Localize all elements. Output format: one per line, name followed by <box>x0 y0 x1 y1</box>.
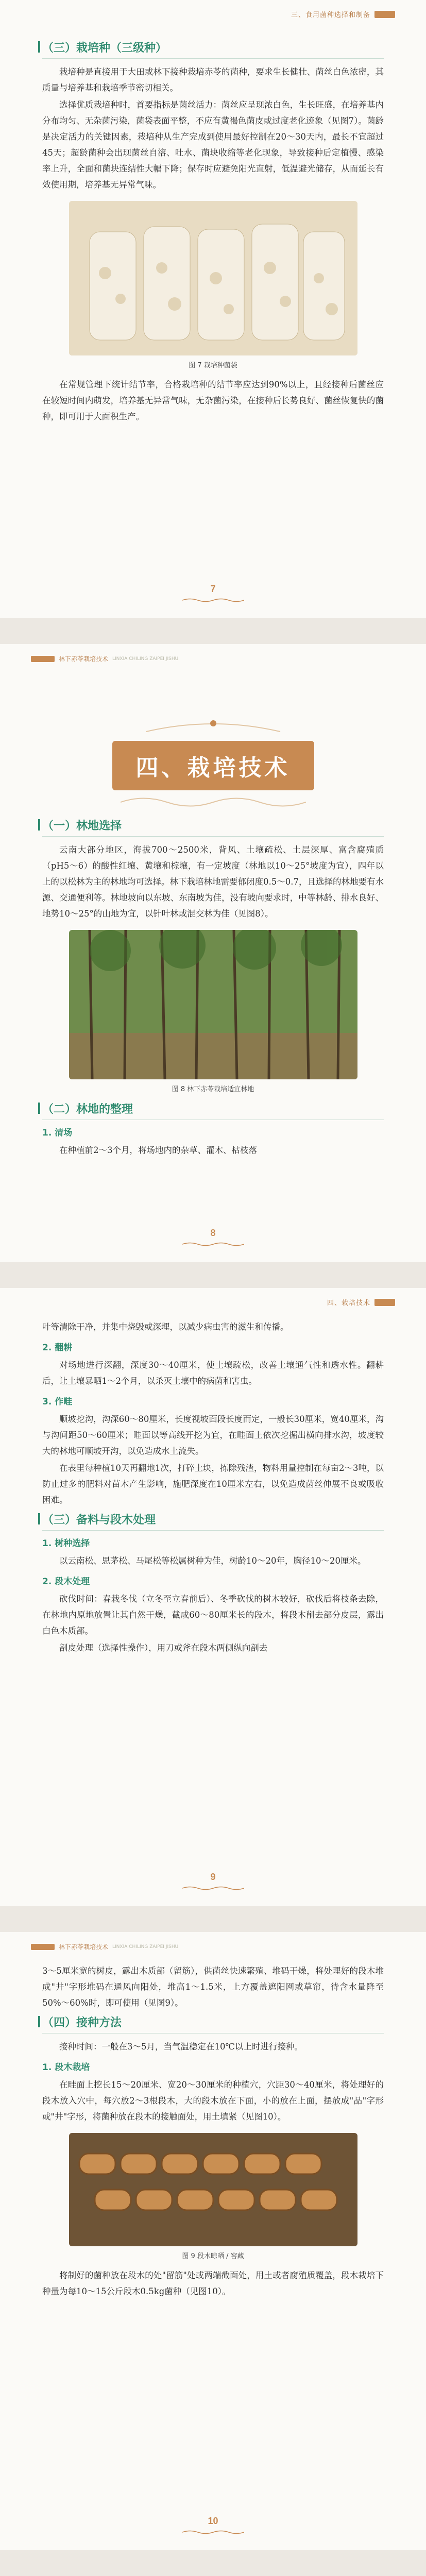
paragraph: 以云南松、思茅松、马尾松等松属树种为佳，树龄10～20年，胸径10～20厘米。 <box>59 1556 366 1566</box>
leaf-ornament <box>136 716 291 737</box>
section-title: （二）林地的整理 <box>42 1100 384 1120</box>
header-bar <box>31 656 55 662</box>
paragraph: 在常规管理下统计结节率，合格栽培种的结节率应达到90%以上，且经接种后菌丝应在较短时间内萌发，培养基无异常气味，无杂菌污染，在接种后长势良好、菌丝恢复快的菌种，即可用于大面积生产。 <box>42 380 384 421</box>
subsection-title: 2. 段木处理 <box>42 1577 90 1587</box>
header-bar <box>374 1299 395 1306</box>
subsection-title: 1. 树种选择 <box>42 1538 90 1549</box>
running-header-text: 四、栽培技术 <box>327 1299 370 1307</box>
figure-forest <box>69 930 357 1079</box>
page-number-text: 7 <box>210 584 216 594</box>
paragraph: 在种植前2～3个月，将场地内的杂草、灌木、枯枝落 <box>59 1145 257 1155</box>
wave-ornament <box>121 794 306 810</box>
page-number <box>0 2516 426 2535</box>
wave-ornament <box>182 598 244 603</box>
running-header-text: 三、食用菌种选择和制备 <box>291 11 370 19</box>
paragraph: 选择优质栽培种时，首要指标是菌丝活力：菌丝应呈现浓白色，生长旺盛，在培养基内分布均匀、无杂菌污染，菌袋表面平整，不应有黄褐色菌皮或过度老化迹象（见图7）。菌龄是决定活力的关键因素，栽培种从生产完成到使用最好控制在20～30天内，最长不宜超过45天；超龄菌种会出现菌丝自溶、吐水、菌块收缩等老化现象，导致接种后定植慢、感染率上升，全面和菌块连结性大幅下降；保存时应避免阳光直射，低温避光储存，从而延长有效使用期，培养基无异常气味。 <box>42 100 384 190</box>
wave-ornament <box>182 1242 244 1247</box>
paragraph: 对场地进行深翻，深度30～40厘米，使土壤疏松，改善土壤通气性和透水性。翻耕后，让土壤暴晒1～2个月，以杀灭土壤中的病菌和害虫。 <box>42 1360 384 1386</box>
spawn-bags-image <box>69 201 357 355</box>
page-number <box>0 584 426 603</box>
subsection-title: 1. 清场 <box>42 1128 73 1138</box>
paragraph: 顺坡挖沟，沟深60～80厘米，长度视坡面段长度而定，一般长30厘米，宽40厘米，沟与沟间距50～60厘米；畦面以等高线开挖为宜，在畦面上依次挖掘出横向排水沟，坡度较大的林地可顺坡开沟，以免造成水土流失。 <box>42 1414 384 1456</box>
figure-spawn-bags <box>69 201 357 355</box>
running-header <box>31 654 178 663</box>
page-number-text: 8 <box>210 1228 216 1238</box>
paragraph: 栽培种是直接用于大田或林下接种栽培赤苓的菌种，要求生长健壮、菌丝白色浓密，其质量与培养基和栽培季节密切相关。 <box>42 67 384 93</box>
running-header-en: LINXIA CHILING ZAIPEI JISHU <box>112 1944 179 1950</box>
paragraph: 接种时间：一般在3～5月，当气温稳定在10℃以上时进行接种。 <box>59 2042 303 2052</box>
section-title: （一）林地选择 <box>42 817 384 837</box>
running-header-text: 林下赤苓栽培技术 <box>59 1943 109 1951</box>
paragraph: 将制好的菌种放在段木的处"留筋"处或两端截面处，用土或者腐殖质覆盖，段木栽培下种量为每10～15公斤段木0.5kg菌种（见图10）。 <box>42 2270 384 2296</box>
page-number <box>0 1228 426 1247</box>
subsection-title: 1. 段木栽培 <box>42 2062 90 2073</box>
wave-ornament <box>182 2530 244 2535</box>
figure-caption: 图 8 林下赤苓栽培适宜林地 <box>172 1086 254 1093</box>
figure-caption: 图 9 段木晾晒 / 窖藏 <box>182 2252 244 2260</box>
page-number-text: 9 <box>210 1872 216 1882</box>
page-number <box>0 1872 426 1891</box>
section-title: （三）栽培种（三级种） <box>42 39 384 59</box>
page-8 <box>0 644 426 1262</box>
header-bar <box>31 1944 55 1950</box>
header-bar <box>374 11 395 18</box>
running-header <box>291 9 395 19</box>
chapter-heading <box>0 716 426 810</box>
section-title: （三）备料与段木处理 <box>42 1511 384 1531</box>
page-10 <box>0 1932 426 2550</box>
running-header-en: LINXIA CHILING ZAIPEI JISHU <box>112 656 179 662</box>
paragraph: 剖皮处理（选择性操作），用刀或斧在段木两侧纵向剖去 <box>59 1643 268 1653</box>
paragraph: 云南大部分地区，海拔700～2500米，背风、土壤疏松、土层深厚、富含腐殖质（pH5～6）的酸性红壤、黄壤和棕壤，有一定坡度（林地以10～25°坡度为宜），四年以上的以松林为主的林地均可选择。林下栽培林地需要郁闭度0.5～0.7，且选择的林地要有水源、交通便利等。林地坡向以东坡、东南坡为佳，没有坡向要求时，中等林龄、排水良好、地势10～25°的山地为宜，以针叶林或混交林为佳（见图8）。 <box>42 845 384 919</box>
paragraph: 在表里每种植10天再翻地1次，打碎土块，拣除残渣，物料用量控制在每亩2～3吨，以防止过多的肥料对苗木产生影响，施肥深度在10厘米左右，以免造成菌丝伸展不良或吸收困难。 <box>42 1463 384 1505</box>
running-header-text: 林下赤苓栽培技术 <box>59 655 109 663</box>
paragraph: 在畦面上挖长15～20厘米、宽20～30厘米的种植穴，穴距30～40厘米，将处理好的段木放入穴中，每穴放2～3根段木，大的段木放在下面，小的放在上面，摆放成"品"字形或"井"字形，将菌种放在段木的接触面处，用土填紧（见图10）。 <box>42 2080 384 2122</box>
subsection-title: 3. 作畦 <box>42 1397 73 1407</box>
paragraph: 3～5厘米宽的树皮，露出木质部（留筋），供菌丝快速繁殖、堆码干燥，将处理好的段木堆成"井"字形堆码在通风向阳处，堆高1～1.5米，上方覆盖遮阳网或草帘，待含水量降至50%～60%时，即可使用（见图9）。 <box>42 1966 384 2008</box>
page-9 <box>0 1288 426 1906</box>
running-header <box>31 1942 178 1951</box>
logs-image <box>69 2133 357 2246</box>
wave-ornament <box>182 1886 244 1891</box>
paragraph: 砍伐时间：春栽冬伐（立冬至立春前后）、冬季砍伐的树木较好，砍伐后将枝条去除，在林地内原地放置让其自然干燥，截成60～80厘米长的段木，将段木削去部分皮层，露出白色木质部。 <box>42 1594 384 1636</box>
running-header <box>327 1297 395 1307</box>
section-title: （四）接种方法 <box>42 2014 384 2033</box>
figure-caption: 图 7 栽培种菌袋 <box>189 362 237 369</box>
forest-image <box>69 930 357 1079</box>
paragraph: 叶等清除干净，并集中烧毁或深埋，以减少病虫害的滋生和传播。 <box>42 1322 289 1332</box>
page-7 <box>0 0 426 618</box>
page-number-text: 10 <box>208 2516 218 2526</box>
subsection-title: 2. 翻耕 <box>42 1343 73 1353</box>
chapter-title: 四、栽培技术 <box>112 741 314 790</box>
figure-logs <box>69 2133 357 2246</box>
